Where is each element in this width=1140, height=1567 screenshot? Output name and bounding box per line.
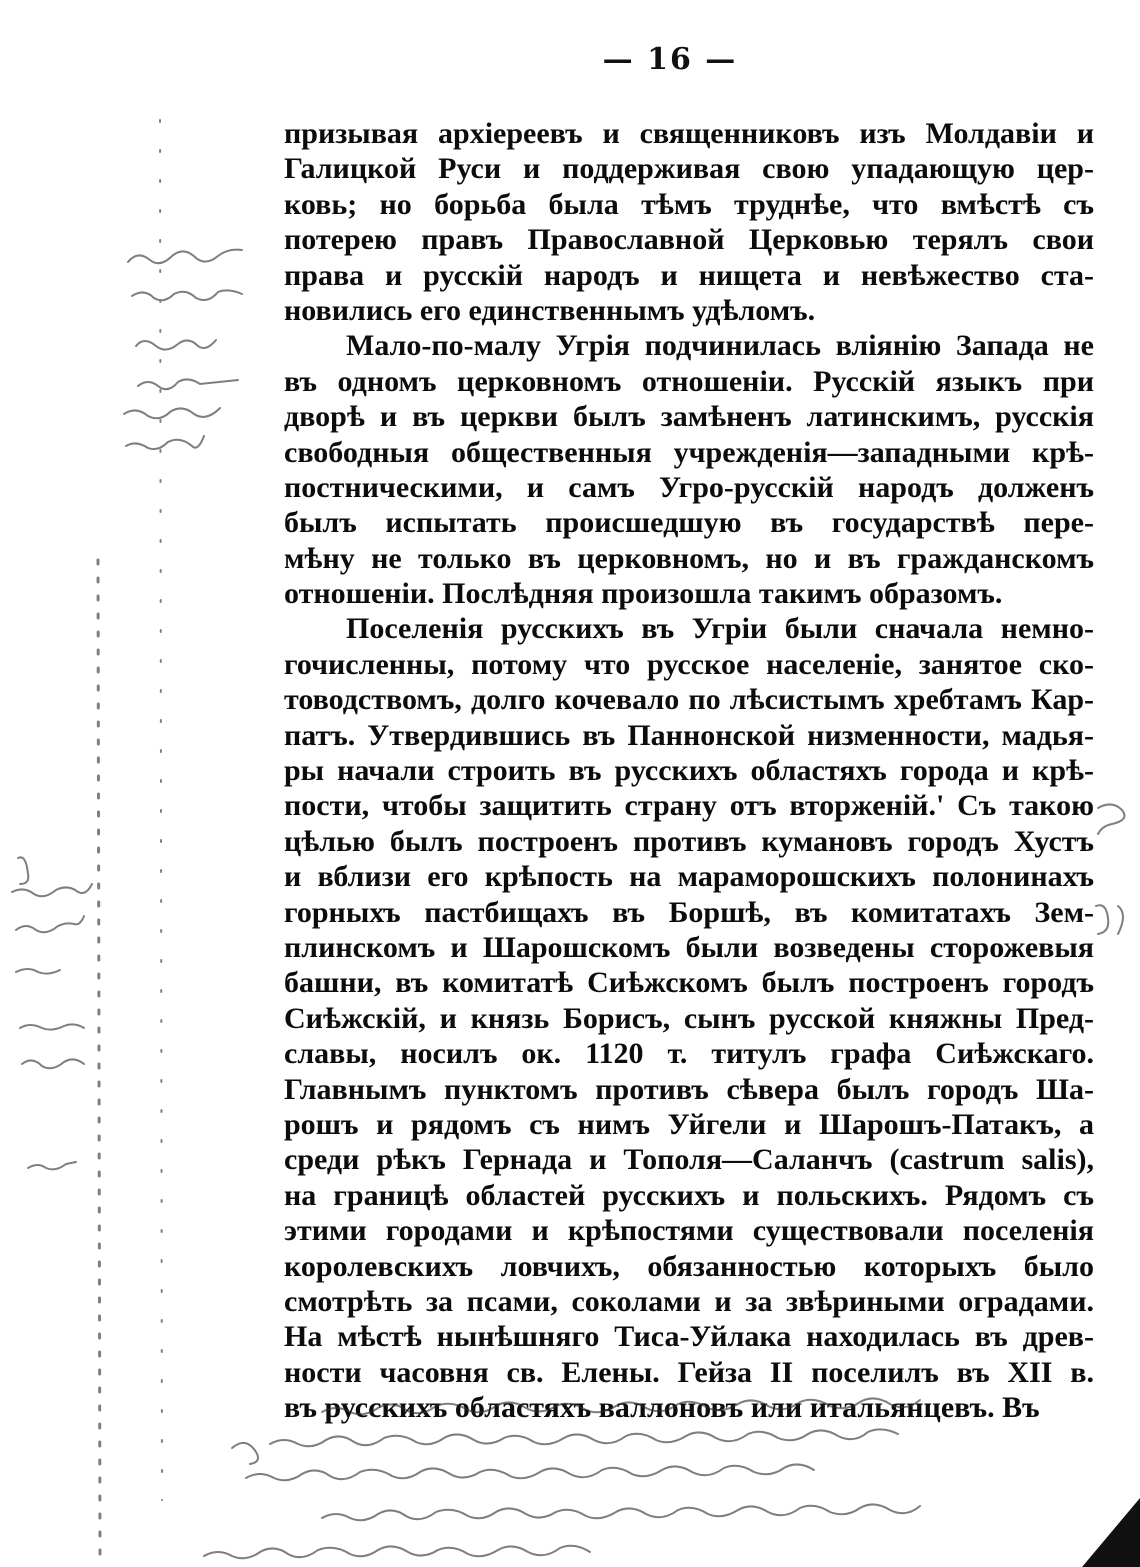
text-line: гочисленны, потому что русское населеніе, занятое ско- — [284, 647, 1094, 681]
text-line: права и русскій народъ и нищета и невѣжество ста- — [284, 258, 1094, 292]
text-line: ковь; но борьба была тѣмъ труднѣе, что вмѣстѣ съ — [284, 187, 1094, 221]
text-line: рошъ и рядомъ съ нимъ Уйгели и Шарошъ-Патакъ, а — [284, 1107, 1094, 1141]
text-line: дворѣ и въ церкви былъ замѣненъ латинскимъ, русскія — [284, 400, 1094, 434]
text-line: потерею правъ Православной Церковью терялъ свои — [284, 223, 1094, 257]
text-line: постническими, и самъ Угро-русскій народъ долженъ — [284, 470, 1094, 504]
body-text — [284, 116, 1094, 1425]
text-line: и вблизи его крѣпость на мараморошскихъ полонинахъ — [284, 860, 1094, 894]
text-line: цѣлью былъ построенъ противъ кумановъ городъ Хустъ — [284, 824, 1094, 858]
text-line: пости, чтобы защитить страну отъ вторженій.' Съ такою — [284, 789, 1094, 823]
text-line: горныхъ пастбищахъ въ Боршѣ, въ комитатахъ Зем- — [284, 895, 1094, 929]
text-line: мѣну не только въ церковномъ, но и въ гражданскомъ — [284, 541, 1094, 575]
text-line: свободныя общественныя учрежденія—западными крѣ- — [284, 435, 1094, 469]
text-line: былъ испытать происшедшую въ государствѣ пере- — [284, 506, 1094, 540]
text-line: плинскомъ и Шарошскомъ были возведены сторожевыя — [284, 930, 1094, 964]
text-line: ности часовня св. Елены. Гейза II поселилъ въ XII в. — [284, 1355, 1094, 1389]
text-line: башни, въ комитатѣ Сиѣжскомъ былъ построенъ городъ — [284, 966, 1094, 1000]
text-line: отношеніи. Послѣдняя произошла такимъ образомъ. — [284, 577, 1003, 611]
paragraph — [284, 328, 1094, 611]
text-line: Поселенія русскихъ въ Угріи были сначала немно- — [346, 612, 1094, 646]
text-line: славы, носилъ ок. 1120 т. титулъ графа Сиѣжскаго. — [284, 1037, 1094, 1071]
text-line: королевскихъ ловчихъ, обязанностью которыхъ было — [284, 1249, 1094, 1283]
text-line: патъ. Утвердившись въ Паннонской низменности, мадья- — [284, 718, 1094, 752]
text-line: товодствомъ, долго кочевало по лѣсистымъ хребтамъ Кар- — [284, 683, 1094, 717]
text-line: призывая архіереевъ и священниковъ изъ Молдавіи и — [284, 117, 1094, 150]
text-line: Сиѣжскій, и князь Борисъ, сынъ русской княжны Пред- — [284, 1001, 1094, 1035]
page-number: — 16 — — [602, 42, 738, 77]
text-line: ры начали строить въ русскихъ областяхъ города и крѣ- — [284, 754, 1094, 788]
text-line: Главнымъ пунктомъ противъ сѣвера былъ городъ Ша- — [284, 1072, 1094, 1106]
text-line: въ одномъ церковномъ отношеніи. Русскій языкъ при — [284, 364, 1094, 398]
text-line: среди рѣкъ Гернада и Тополя—Саланчъ (castrum salis), — [284, 1143, 1094, 1177]
text-line: въ русскихъ областяхъ валлоновъ или итальянцевъ. Въ — [284, 1391, 1040, 1425]
text-line: новились его единственнымъ удѣломъ. — [284, 293, 816, 327]
text-line: Галицкой Руси и поддерживая свою упадающую цер- — [284, 152, 1094, 186]
text-line: смотрѣть за псами, соколами и за звѣриными оградами. — [284, 1284, 1094, 1318]
paragraph — [284, 611, 1094, 1425]
text-line: Мало-по-малу Угрія подчинилась вліянію Запада не — [346, 329, 1094, 363]
text-line: этими городами и крѣпостями существовали поселенія — [284, 1214, 1094, 1248]
text-line: на границѣ областей русскихъ и польскихъ. Рядомъ съ — [284, 1178, 1094, 1212]
text-line: На мѣстѣ нынѣшняго Тиса-Уйлака находилась въ древ- — [284, 1320, 1094, 1354]
paragraph — [284, 116, 1094, 328]
